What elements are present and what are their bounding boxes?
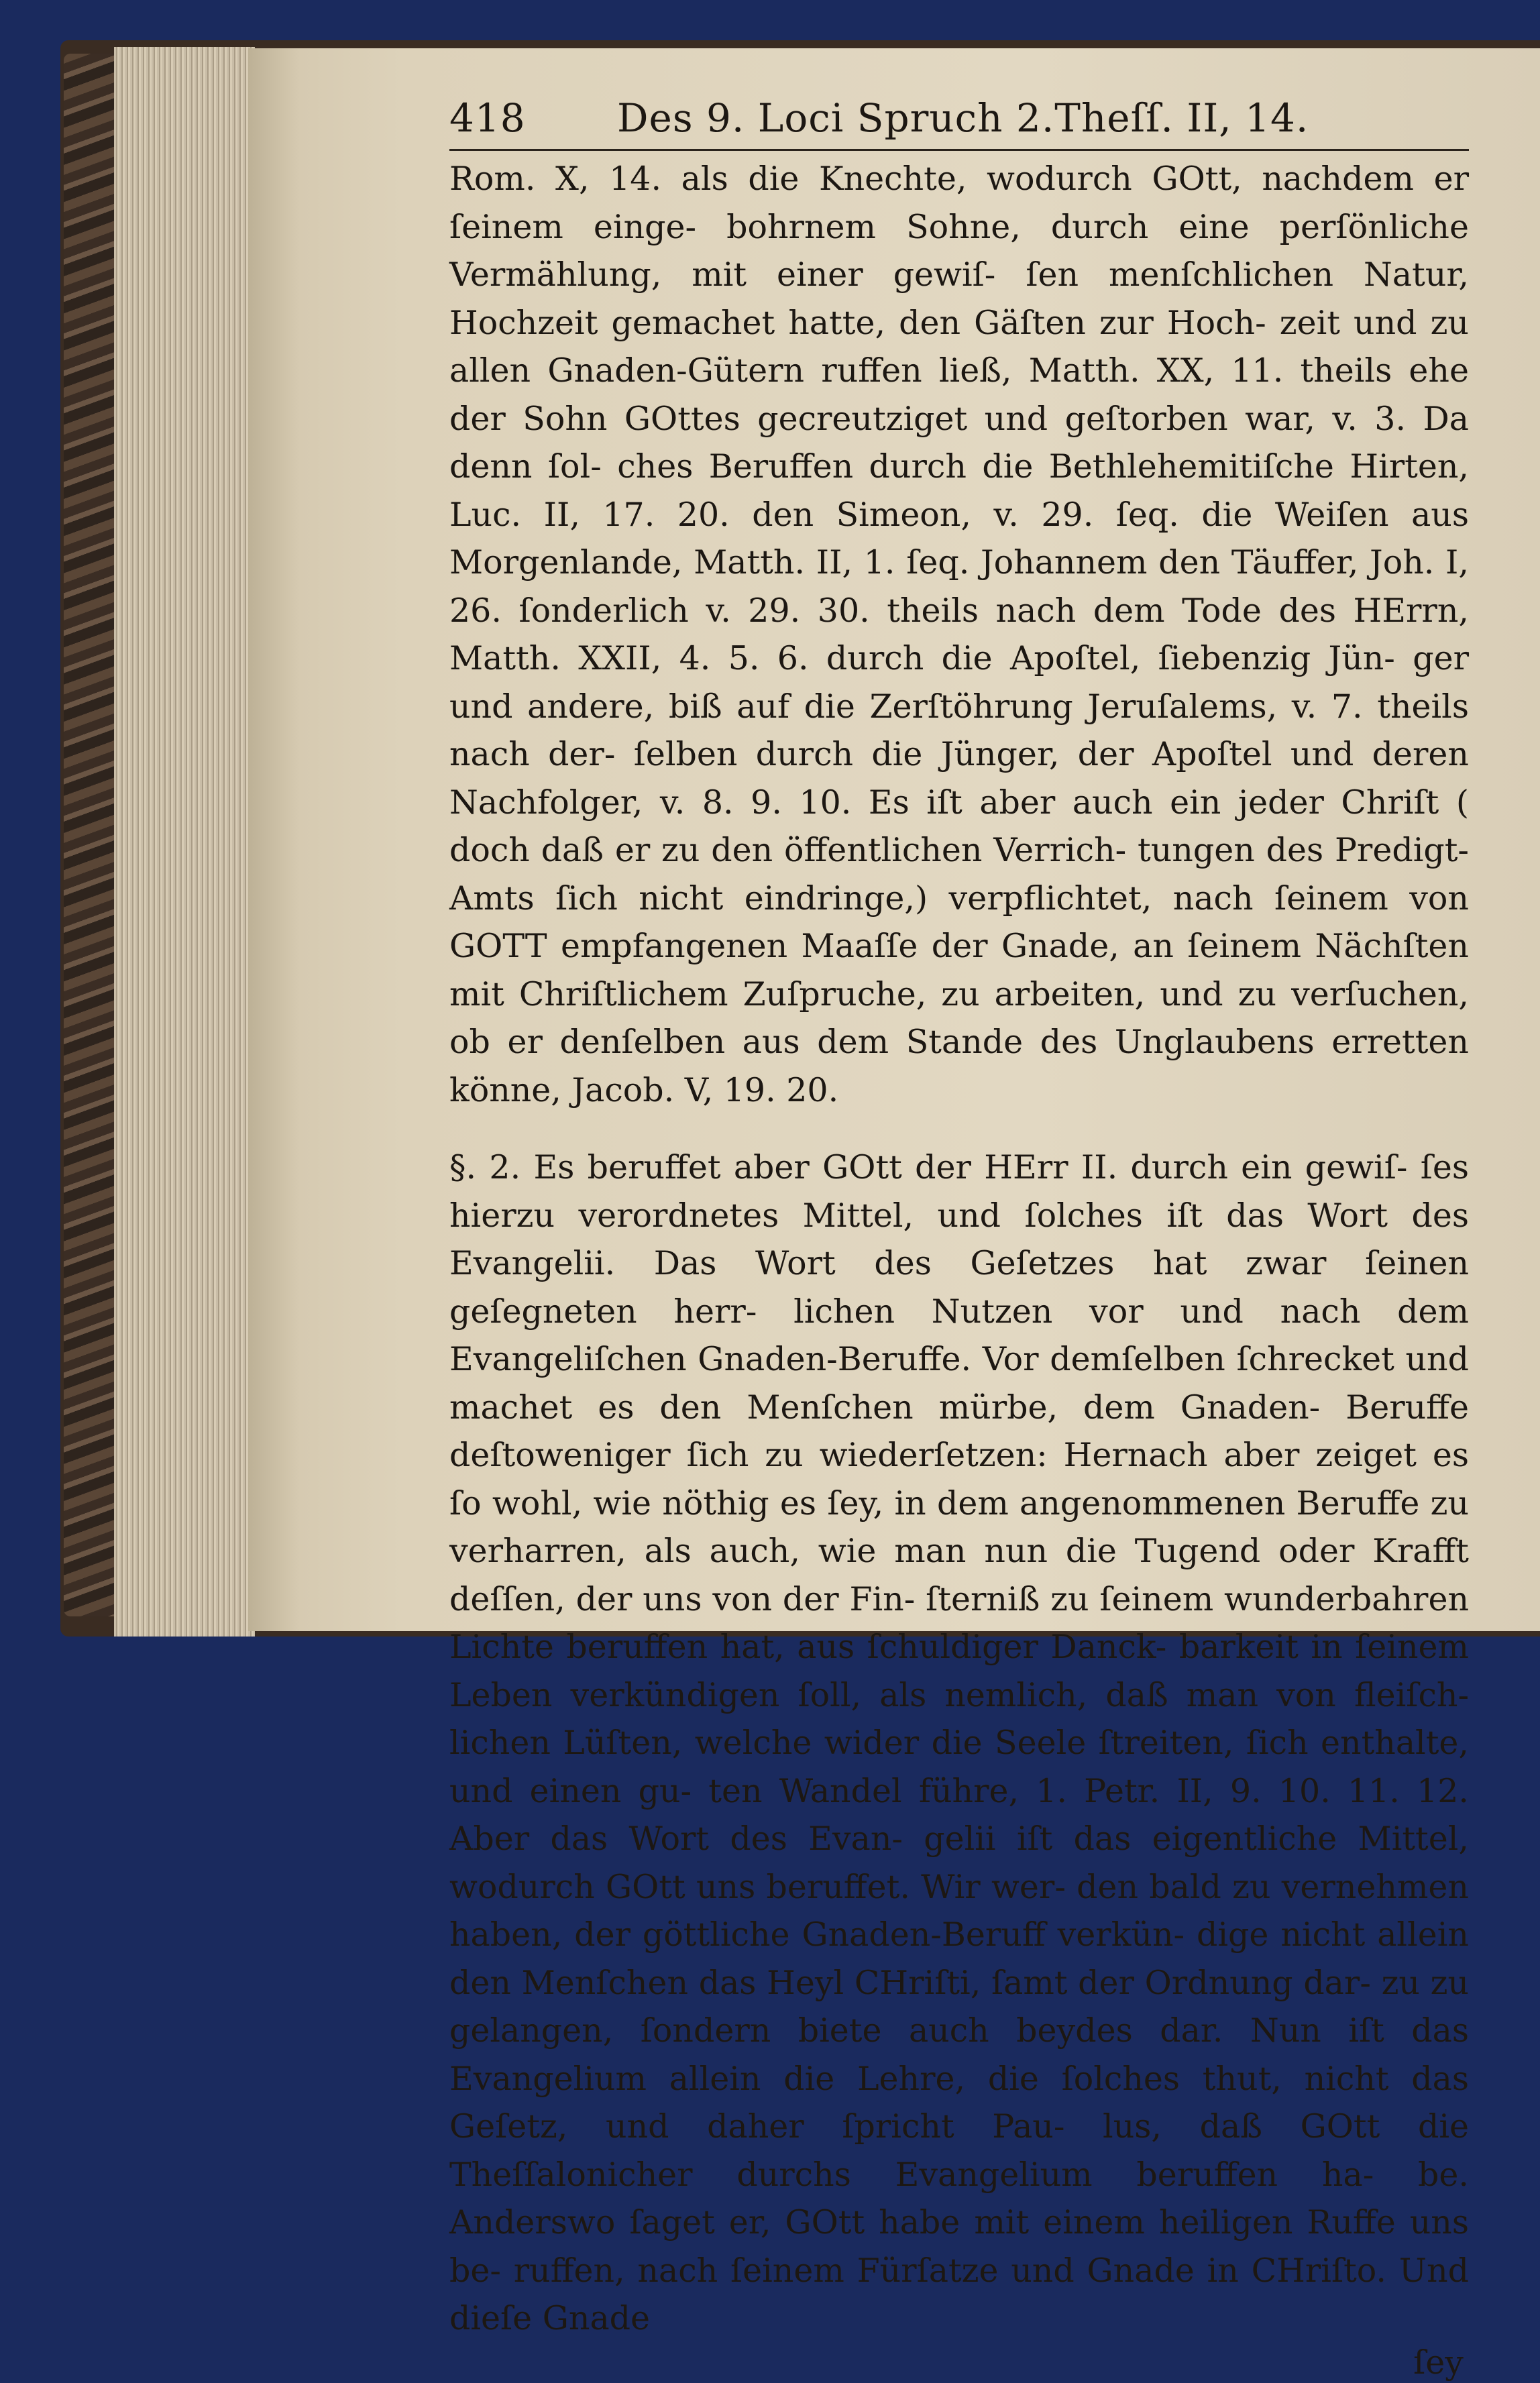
- body-text: [449, 155, 1469, 2343]
- running-head: [449, 82, 1469, 151]
- catchword: ſey: [1413, 2343, 1464, 2382]
- paragraph-gap: [449, 1114, 1469, 1144]
- running-title: Des 9. Loci Spruch 2.Theſſ. II, 14.: [617, 95, 1309, 141]
- page-fore-edge: [114, 47, 255, 1637]
- page-content: [449, 82, 1469, 2382]
- book-page: [248, 48, 1540, 2382]
- page-number: 418: [449, 95, 526, 141]
- paragraph: Rom. X, 14. als die Knechte, wodurch GOtt, nachdem er ſeinem einge- bohrnem Sohne, durch eine perſönliche Vermählung, mit einer gewiſ- ſen menſchlichen Natur, Hochzeit gemachet hatte, den Gäſten zur Hoch- zeit und zu allen Gnaden-Gütern ruffen ließ, Matth. XX, 11. theils ehe der Sohn GOttes gecreutziget und geſtorben war, v. 3. Da denn ſol- ches Beruffen durch die Bethlehemitiſche Hirten, Luc. II, 17. 20. den Simeon, v. 29. ſeq. die Weiſen aus Morgenlande, Matth. II, 1. ſeq. Johannem den Täuffer, Joh. I, 26. ſonderlich v. 29. 30. theils nach dem Tode des HErrn, Matth. XXII, 4. 5. 6. durch die Apoſtel, ſiebenzig Jün- ger und andere, biß auf die Zerſtöhrung Jeruſalems, v. 7. theils nach der- ſelben durch die Jünger, der Apoſtel und deren Nachfolger, v. 8. 9. 10. Es iſt aber auch ein jeder Chriſt ( doch daß er zu den öffentlichen Verrich- tungen des Predigt-Amts ſich nicht eindringe,) verpflichtet, nach ſeinem von GOTT empfangenen Maaſſe der Gnade, an ſeinem Nächſten mit Chriſtlichem Zuſpruche, zu arbeiten, und zu verſuchen, ob er denſelben aus dem Stande des Unglaubens erretten könne, Jacob. V, 19. 20.: [449, 160, 1469, 1109]
- paragraph: §. 2. Es beruffet aber GOtt der HErr II. durch ein gewiſ- ſes hierzu verordnetes Mittel, und ſolches iſt das Wort des Evangelii. Das Wort des Geſetzes hat zwar ſeinen geſegneten herr- lichen Nutzen vor und nach dem Evangeliſchen Gnaden-Beruffe. Vor demſelben ſchrecket und machet es den Menſchen mürbe, dem Gnaden- Beruffe deſtoweniger ſich zu wiederſetzen: Hernach aber zeiget es ſo wohl, wie nöthig es ſey, in dem angenommenen Beruffe zu verharren, als auch, wie man nun die Tugend oder Krafft deſſen, der uns von der Fin- ſterniß zu ſeinem wunderbahren Lichte beruffen hat, aus ſchuldiger Danck- barkeit in ſeinem Leben verkündigen ſoll, als nemlich, daß man von fleiſch- lichen Lüſten, welche wider die Seele ſtreiten, ſich enthalte, und einen gu- ten Wandel führe, 1. Petr. II, 9. 10. 11. 12. Aber das Wort des Evan- gelii iſt das eigentliche Mittel, wodurch GOtt uns beruffet. Wir wer- den bald zu vernehmen haben, der göttliche Gnaden-Beruff verkün- dige nicht allein den Menſchen das Heyl CHriſti, ſamt der Ordnung dar- zu zu gelangen, ſondern biete auch beydes dar. Nun iſt das Evangelium allein die Lehre, die ſolches thut, nicht das Geſetz, und daher ſpricht Pau- lus, daß GOtt die Theſſalonicher durchs Evangelium beruffen ha- be. Anderswo ſaget er, GOtt habe mit einem heiligen Ruffe uns be- ruffen, nach ſeinem Fürſatze und Gnade in CHriſto. Und dieſe Gnade: [449, 1148, 1469, 2337]
- marbled-cover-edge: [64, 54, 117, 1616]
